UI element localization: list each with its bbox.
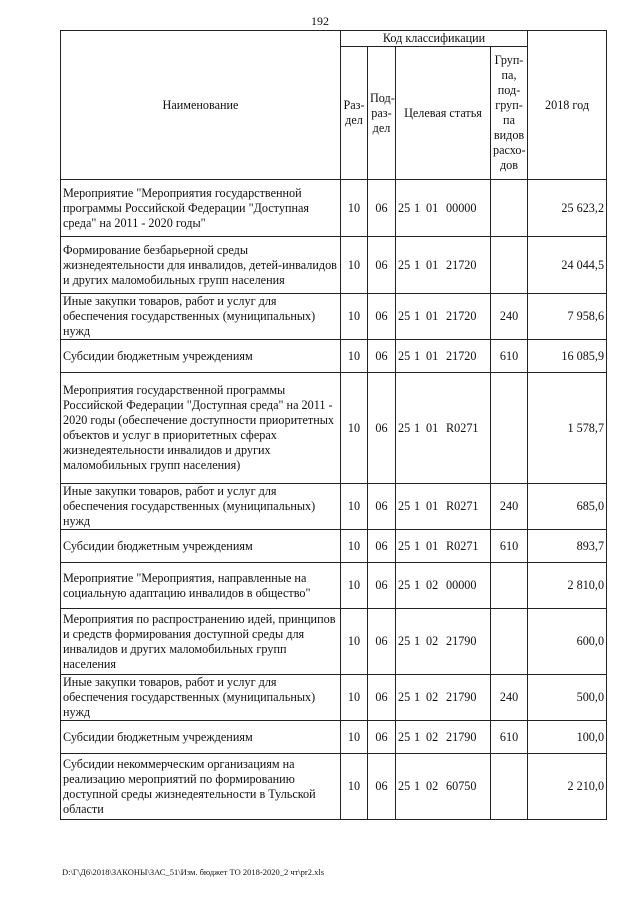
table-header <box>61 31 607 180</box>
target-part-t1: 25 <box>398 257 411 272</box>
target-part-t4: R0271 <box>446 420 479 435</box>
row-group: 610 <box>491 530 528 563</box>
header-group <box>491 47 528 180</box>
row-target <box>396 237 491 294</box>
row-section: 10 <box>341 340 368 373</box>
header-subsection-text: Под- раз- дел <box>370 90 395 135</box>
target-part-t2: 1 <box>414 200 421 215</box>
row-name: Иные закупки товаров, работ и услуг для обеспечения государственных (муниципальных) нужд <box>61 294 341 340</box>
row-name: Субсидии бюджетным учреждениям <box>61 340 341 373</box>
row-section: 10 <box>341 721 368 754</box>
row-amount: 7 958,6 <box>528 294 607 340</box>
target-part-t3: 01 <box>426 200 439 215</box>
target-part-t1: 25 <box>398 634 411 648</box>
target-part-t2: 1 <box>414 634 421 648</box>
row-amount: 16 085,9 <box>528 340 607 373</box>
target-part-t4: 21720 <box>446 309 477 323</box>
target-part-t2: 1 <box>414 538 421 553</box>
target-part-t4: 00000 <box>446 200 477 215</box>
target-part-t3: 01 <box>426 538 439 553</box>
target-part-t4: 60750 <box>446 779 477 793</box>
table-row <box>61 237 607 294</box>
table-row <box>61 484 607 530</box>
target-part-t4: 00000 <box>446 578 477 592</box>
row-subsection: 06 <box>368 340 396 373</box>
table-row <box>61 563 607 609</box>
header-year: 2018 год <box>528 31 607 180</box>
table-row <box>61 180 607 237</box>
target-part-t1: 25 <box>398 309 411 323</box>
row-subsection: 06 <box>368 754 396 820</box>
row-target <box>396 754 491 820</box>
row-amount: 500,0 <box>528 675 607 721</box>
row-section: 10 <box>341 484 368 530</box>
target-part-t1: 25 <box>398 538 411 553</box>
row-group <box>491 609 528 675</box>
row-name: Мероприятие "Мероприятия государственной программы Российской Федерации "Доступная среда" на 2011 - 2020 годы" <box>61 180 341 237</box>
table-row <box>61 609 607 675</box>
target-part-t1: 25 <box>398 779 411 793</box>
row-amount: 893,7 <box>528 530 607 563</box>
row-group <box>491 180 528 237</box>
row-target <box>396 294 491 340</box>
row-section: 10 <box>341 294 368 340</box>
row-subsection: 06 <box>368 294 396 340</box>
table-row <box>61 754 607 820</box>
target-part-t2: 1 <box>414 779 421 793</box>
row-group: 240 <box>491 294 528 340</box>
table-row <box>61 340 607 373</box>
header-target: Целевая статья <box>396 47 491 180</box>
row-group <box>491 373 528 484</box>
target-part-t2: 1 <box>414 499 421 513</box>
row-target <box>396 373 491 484</box>
target-part-t3: 01 <box>426 348 439 363</box>
target-part-t2: 1 <box>414 257 421 272</box>
row-name: Мероприятия государственной программы Российской Федерации "Доступная среда" на 2011 - 2020 годы (обеспечение доступности приоритетных объектов и услуг в приоритетных сферах жизнедеятельности инвалидов и других маломобильных групп населения) <box>61 373 341 484</box>
row-group: 240 <box>491 675 528 721</box>
row-target <box>396 530 491 563</box>
header-section-text: Раз- дел <box>343 98 365 127</box>
header-name: Наименование <box>61 31 341 180</box>
target-part-t3: 02 <box>426 779 439 793</box>
target-part-t4: 21720 <box>446 257 477 272</box>
page-number: 192 <box>311 14 329 28</box>
target-part-t4: 21790 <box>446 690 477 704</box>
row-amount: 600,0 <box>528 609 607 675</box>
row-amount: 685,0 <box>528 484 607 530</box>
table-row <box>61 721 607 754</box>
row-group <box>491 754 528 820</box>
row-group <box>491 563 528 609</box>
row-target <box>396 180 491 237</box>
row-target <box>396 721 491 754</box>
target-part-t3: 01 <box>426 420 439 435</box>
row-subsection: 06 <box>368 484 396 530</box>
target-part-t1: 25 <box>398 578 411 592</box>
row-name: Мероприятия по распространению идей, принципов и средств формирования доступной среды для инвалидов и других маломобильных групп населения <box>61 609 341 675</box>
target-part-t3: 01 <box>426 257 439 272</box>
target-part-t3: 01 <box>426 499 439 513</box>
row-section: 10 <box>341 563 368 609</box>
row-name: Субсидии бюджетным учреждениям <box>61 530 341 563</box>
header-classification: Код классификации <box>341 31 528 47</box>
target-part-t4: 21720 <box>446 348 477 363</box>
header-subsection <box>368 47 396 180</box>
target-part-t2: 1 <box>414 690 421 704</box>
row-name: Субсидии бюджетным учреждениям <box>61 721 341 754</box>
target-part-t2: 1 <box>414 348 421 363</box>
target-part-t4: 21790 <box>446 634 477 648</box>
row-target <box>396 340 491 373</box>
budget-table <box>60 30 607 820</box>
row-target <box>396 675 491 721</box>
target-part-t2: 1 <box>414 309 421 323</box>
table-row <box>61 294 607 340</box>
target-part-t2: 1 <box>414 729 421 744</box>
target-part-t2: 1 <box>414 578 421 592</box>
target-part-t4: R0271 <box>446 538 479 553</box>
row-group: 610 <box>491 721 528 754</box>
row-amount: 2 210,0 <box>528 754 607 820</box>
row-subsection: 06 <box>368 237 396 294</box>
row-name: Иные закупки товаров, работ и услуг для обеспечения государственных (муниципальных) нужд <box>61 484 341 530</box>
target-part-t2: 1 <box>414 420 421 435</box>
target-part-t3: 02 <box>426 690 439 704</box>
table-row <box>61 530 607 563</box>
header-group-text: Груп- па, под- груп- па видов расхо- дов <box>493 53 526 172</box>
target-part-t3: 02 <box>426 634 439 648</box>
row-name: Иные закупки товаров, работ и услуг для обеспечения государственных (муниципальных) нужд <box>61 675 341 721</box>
header-section <box>341 47 368 180</box>
row-amount: 100,0 <box>528 721 607 754</box>
row-target <box>396 484 491 530</box>
row-amount: 24 044,5 <box>528 237 607 294</box>
target-part-t1: 25 <box>398 420 411 435</box>
footer-file-path: D:\Г\Д6\2018\ЗАКОНЫ\ЗАС_51\Изм. бюджет ТО 2018-2020_2 чт\pr2.xls <box>62 867 325 877</box>
row-amount: 2 810,0 <box>528 563 607 609</box>
row-section: 10 <box>341 609 368 675</box>
table-row <box>61 675 607 721</box>
target-part-t4: 21790 <box>446 729 477 744</box>
row-name: Мероприятие "Мероприятия, направленные на социальную адаптацию инвалидов в общество" <box>61 563 341 609</box>
target-part-t1: 25 <box>398 200 411 215</box>
row-section: 10 <box>341 373 368 484</box>
row-section: 10 <box>341 237 368 294</box>
row-group <box>491 237 528 294</box>
target-part-t1: 25 <box>398 729 411 744</box>
table-body <box>61 180 607 820</box>
row-name: Субсидии некоммерческим организациям на реализацию мероприятий по формированию доступной среды жизнедеятельности в Тульской области <box>61 754 341 820</box>
row-subsection: 06 <box>368 563 396 609</box>
target-part-t3: 01 <box>426 309 439 323</box>
row-target <box>396 609 491 675</box>
row-section: 10 <box>341 675 368 721</box>
row-target <box>396 563 491 609</box>
row-amount: 25 623,2 <box>528 180 607 237</box>
target-part-t1: 25 <box>398 348 411 363</box>
row-group: 240 <box>491 484 528 530</box>
target-part-t3: 02 <box>426 578 439 592</box>
table-row <box>61 373 607 484</box>
row-name: Формирование безбарьерной среды жизнедеятельности для инвалидов, детей-инвалидов и других маломобильных групп населения <box>61 237 341 294</box>
row-subsection: 06 <box>368 721 396 754</box>
row-section: 10 <box>341 530 368 563</box>
row-subsection: 06 <box>368 530 396 563</box>
row-subsection: 06 <box>368 373 396 484</box>
row-amount: 1 578,7 <box>528 373 607 484</box>
row-subsection: 06 <box>368 180 396 237</box>
row-subsection: 06 <box>368 609 396 675</box>
target-part-t1: 25 <box>398 499 411 513</box>
target-part-t4: R0271 <box>446 499 479 513</box>
row-group: 610 <box>491 340 528 373</box>
target-part-t3: 02 <box>426 729 439 744</box>
row-subsection: 06 <box>368 675 396 721</box>
row-section: 10 <box>341 754 368 820</box>
row-section: 10 <box>341 180 368 237</box>
target-part-t1: 25 <box>398 690 411 704</box>
